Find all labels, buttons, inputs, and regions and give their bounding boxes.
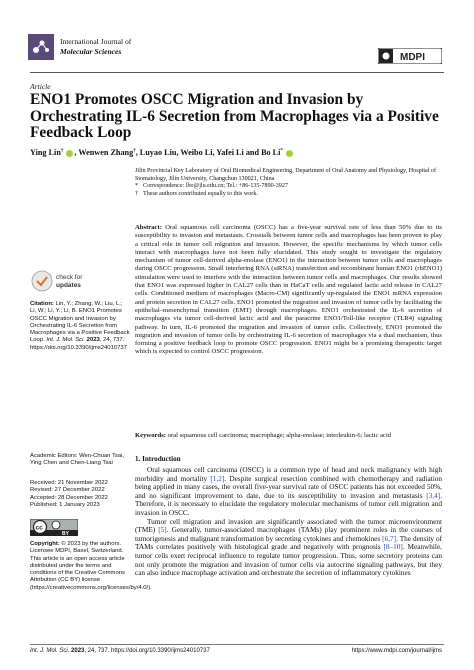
orcid-icon[interactable] <box>286 150 293 157</box>
introduction-body <box>135 466 442 578</box>
footer-citation <box>30 648 210 654</box>
equal-contribution-text: These authors contributed equally to this work. <box>143 190 258 197</box>
academic-editors <box>30 453 130 468</box>
copyright-text: © 2023 by the authors. Licensee MDPI, Basel, Switzerland. This article is an open access article distributed under the terms and conditions of the Creative Commons Attribution (CC BY) license (https://creativecommons.org/licenses/by/4.0/). <box>30 541 152 591</box>
keywords <box>135 432 442 440</box>
citation-doi[interactable]: , 24, 737. https://doi.org/10.3390/ijms24010737 <box>30 337 127 351</box>
author-name[interactable]: Wenwen Zhang <box>78 148 134 157</box>
intro-paragraph <box>135 466 442 518</box>
affiliation-text: Jilin Provincial Key Laboratory of Oral Biomedical Engineering, Department of Oral Anatomy and Physiology, Hospital of Stomatology, Jilin University, Changchun 130021, China <box>135 168 437 182</box>
abstract-label: Abstract: <box>135 224 162 231</box>
date-revised: Revised: 27 December 2022 <box>30 487 105 494</box>
editors-line2: Ying Chen and Chen-Liang Tsai <box>30 460 113 467</box>
citation-link[interactable]: [5] <box>158 526 167 535</box>
intro-text: . Generally, tumor-associated macrophages (TAMs) play prominent roles in the courses of tumorigenesis and malignant transformation by secreting cytokines and chemokines <box>135 526 442 543</box>
correspondence-text: Correspondence: lbo@jlu.edu.cn; Tel.: +86-135-7890-3927 <box>143 183 288 189</box>
author-name[interactable]: Bo Li <box>261 148 281 157</box>
cc-by-text: BY <box>62 531 69 536</box>
author-name[interactable]: Weibo Li <box>180 148 213 157</box>
footer-rule <box>30 644 444 645</box>
author-name[interactable]: Ying Lin <box>30 148 61 157</box>
citation-journal: Int. J. Mol. Sci. <box>46 337 86 344</box>
journal-name-line1: International Journal of <box>60 37 132 46</box>
intro-text: . Despite surgical resection combined with chemotherapy and radiation being applied in many cases, the overall five-year survival rate of OSCC patients has not exceeded 50%, and no significant improvement to date, due to its susceptibility to invasion and metastasis <box>135 474 442 500</box>
abstract-text: Oral squamous cell carcinoma (OSCC) has a five-year survival rate of less than 50% due to its susceptibility to invasion and metastasis. Crosstalk between tumor cells and macrophages has been proven to play a critical role in tumor cell migration and invasion. However, the specific mechanisms by which tumor cells interact with macrophages have not been fully elucidated. This study sought to investigate the regulatory mechanism of tumor cell-derived alpha-enolase (ENO1) in the interaction between tumor cells and macrophages during OSCC progression. Small interfering RNA (siRNA) transfection and recombinant human ENO1 (rhENO1) stimulation were used to interfere with the interaction between tumor cells and macrophages. Our results showed that ENO1 was expressed higher in CAL27 cells than in HaCaT cells and regulated lactic acid release in CAL27 cells. Conditioned medium of macrophages (Macro-CM) significantly up-regulated the ENO1 mRNA expression and protein secretion in CAL27 cells. ENO1 promoted the migration and invasion of tumor cells by facilitating the epithelial–mesenchymal transition (EMT) through macrophages. ENO1 orchestrated the IL-6 secretion of macrophages via tumor cell-derived lactic acid and the paracrine ENO1/Toll-like receptor (TLR4) signaling pathway. In turn, IL-6 promoted the migration and invasion of tumor cells. Collectively, ENO1 promoted the migration and invasion of tumor cells by orchestrating IL-6 secretion of macrophages via a dual mechanism, thus forming a positive feedback loop to promote OSCC progression. ENO1 might be a promising therapeutic target which is expected to control OSCC progression. <box>135 224 442 356</box>
check-line2: updates <box>56 282 81 289</box>
cc-by-license-icon[interactable] <box>30 519 78 536</box>
date-received: Received: 21 November 2022 <box>30 480 108 486</box>
check-for-updates-badge[interactable] <box>30 267 88 295</box>
date-published: Published: 1 January 2023 <box>30 501 100 508</box>
intro-text: . Therefore, it is necessary to elucidate the regulatory molecular mechanisms of tumor cell migration and invasion in OSCC. <box>135 491 442 517</box>
intro-text: . Meanwhile, tumor cells exert reciprocal influence to regulate tumor progression. Thus, some secretory proteins can not only promote the migration and invasion of tumor cells via autocrine signaling pathways, but they can also induce macrophage activation and orchestrate the secretion of inflammatory cytokines <box>135 543 442 578</box>
intro-text: . The density of TAMs correlates positively with histological grade and negatively with prognosis <box>135 534 443 552</box>
author-list: Ying Lin† , Wenwen Zhang†, Luyao Liu, Weibo Li, Yafei Li and Bo Li* <box>30 148 294 157</box>
copyright-block <box>30 541 152 592</box>
copyright-label: Copyright: <box>30 541 60 547</box>
citation-text: Lin, Y.; Zhang, W.; Liu, L.; Li, W.; Li, Y.; Li, B. ENO1 Promotes OSCC Migration and Invasion by Orchestrating IL-6 Secretion from Macrophages via a Positive Feedback Loop. <box>30 301 130 344</box>
keywords-text: oral squamous cell carcinoma; macrophage; alpha-enolase; interleukin-6; lactic acid <box>167 432 392 439</box>
footer-journal-url[interactable]: https://www.mdpi.com/journal/ijms <box>351 648 442 654</box>
intro-paragraph <box>135 518 442 578</box>
citation-year: 2023 <box>86 337 100 344</box>
citation-link[interactable]: [1,2] <box>210 474 225 483</box>
header-rule <box>30 72 444 73</box>
keywords-label: Keywords: <box>135 432 166 439</box>
author-name[interactable]: Yafei Li <box>216 148 244 157</box>
section-heading: 1. Introduction <box>135 455 181 463</box>
cc-text: cc <box>35 524 43 532</box>
author-sup: † <box>60 148 64 154</box>
footer-journal: Int. J. Mol. Sci. <box>30 648 70 654</box>
footer-doi[interactable]: , 24, 737. https://doi.org/10.3390/ijms24010737 <box>84 648 210 654</box>
intro-text: Oral squamous cell carcinoma (OSCC) is a common type of head and neck malignancy with high morbidity and mortality <box>135 466 442 483</box>
journal-name-line2: Molecular Sciences <box>60 46 122 56</box>
mdpi-logo <box>378 48 442 64</box>
affiliation-block <box>135 168 440 198</box>
citation-link[interactable]: [8–10] <box>383 543 403 552</box>
check-line1: check for <box>56 274 83 281</box>
publication-dates <box>30 480 130 509</box>
editors-line1: Academic Editors: Wen-Chuan Tsai, <box>30 453 125 459</box>
citation-block <box>30 301 130 352</box>
intro-text: Tumor cell migration and invasion are significantly associated with the tumor microenvironment (TME) <box>135 517 442 535</box>
author-name[interactable]: Luyao Liu <box>139 148 177 157</box>
correspondence-mark: * <box>135 183 139 189</box>
footer-year: 2023 <box>71 648 85 654</box>
citation-link[interactable]: [3,4] <box>426 491 441 500</box>
equal-contribution-mark: † <box>135 190 139 197</box>
abstract <box>135 224 442 357</box>
citation-label: Citation: <box>30 301 54 307</box>
orcid-icon[interactable] <box>66 150 73 157</box>
date-accepted: Accepted: 28 December 2022 <box>30 494 108 501</box>
publisher-name: MDPI <box>400 52 425 63</box>
author-sup: † <box>133 148 136 154</box>
article-title: ENO1 Promotes OSCC Migration and Invasion by Orchestrating IL-6 Secretion from Macrophages via a Positive Feedback Loop <box>30 91 439 141</box>
author-sup: * <box>280 148 283 154</box>
citation-link[interactable]: [6,7] <box>382 534 397 543</box>
article-type: Article <box>30 82 51 91</box>
journal-name <box>60 37 131 56</box>
journal-logo-icon <box>28 34 54 60</box>
